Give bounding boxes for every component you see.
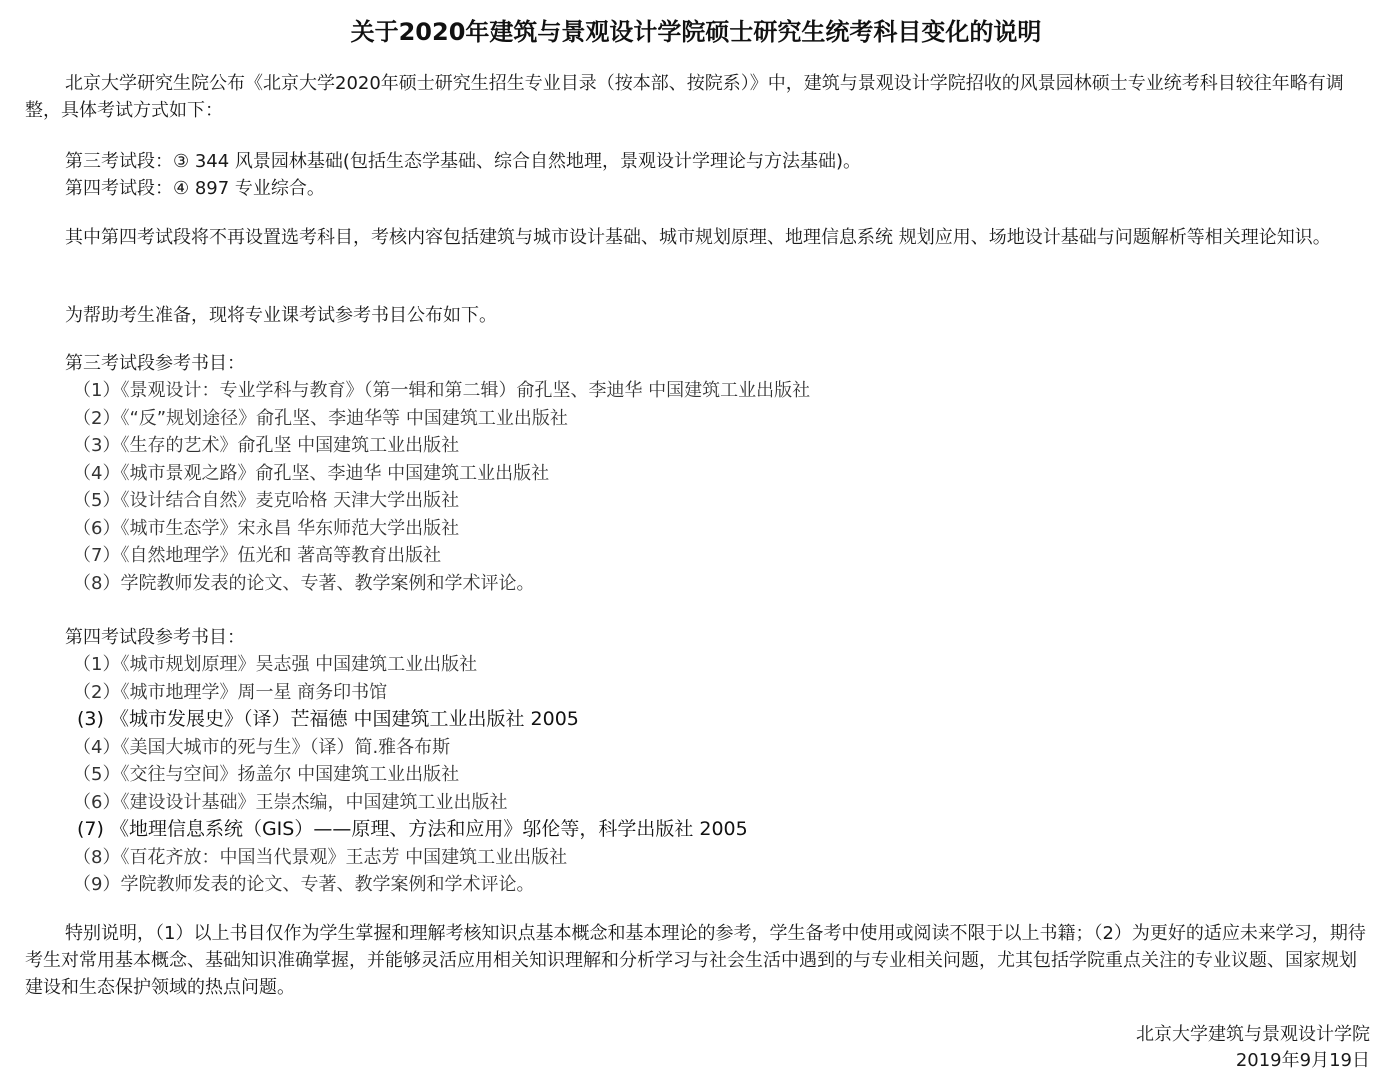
special-note-paragraph — [25, 920, 1367, 1001]
exam-section-3: 第三考试段：③ 344 风景园林基础(包括生态学基础、综合自然地理，景观设计学理论与方法基础)。 — [65, 151, 861, 172]
list-item: （9）学院教师发表的论文、专著、教学案例和学术评论。 — [73, 874, 535, 895]
section4-note-paragraph — [25, 224, 1367, 251]
section3-books-heading: 第三考试段参考书目： — [65, 353, 245, 374]
list-item: (7) 《地理信息系统（GIS）——原理、方法和应用》邬伦等，科学出版社 2005 — [77, 818, 748, 840]
prep-note-text: 为帮助考生准备，现将专业课考试参考书目公布如下。 — [65, 305, 497, 326]
signature-block — [1136, 1022, 1370, 1074]
list-item: （2）《城市地理学》周一星 商务印书馆 — [73, 681, 388, 703]
list-item: （3）《生存的艺术》俞孔坚 中国建筑工业出版社 — [73, 435, 460, 456]
exam-sections — [25, 148, 1367, 202]
list-item: （8）《百花齐放：中国当代景观》王志芳 中国建筑工业出版社 — [73, 846, 568, 868]
list-item: （7）《自然地理学》伍光和 著高等教育出版社 — [73, 545, 442, 566]
prep-note-paragraph — [25, 302, 1367, 329]
signature-date: 2019年9月19日 — [1235, 1050, 1370, 1071]
list-item: （6）《城市生态学》宋永昌 华东师范大学出版社 — [73, 517, 460, 539]
section3-books — [25, 350, 1367, 597]
section4-note-text: 其中第四考试段将不再设置选考科目，考核内容包括建筑与城市设计基础、城市规划原理、地理信息系统 规划应用、场地设计基础与问题解析等相关理论知识。 — [65, 227, 1331, 248]
intro-text: 北京大学研究生院公布《北京大学2020年硕士研究生招生专业目录（按本部、按院系）》中，建筑与景观设计学院招收的风景园林硕士专业统考科目较往年略有调整，具体考试方式如下： — [25, 73, 1344, 121]
list-item: （4）《城市景观之路》俞孔坚、李迪华 中国建筑工业出版社 — [73, 462, 550, 484]
list-item: （1）《城市规划原理》吴志强 中国建筑工业出版社 — [73, 654, 478, 675]
section4-books-heading: 第四考试段参考书目： — [65, 627, 245, 648]
list-item: （8）学院教师发表的论文、专著、教学案例和学术评论。 — [73, 572, 535, 594]
list-item: （6）《建设设计基础》王崇杰编，中国建筑工业出版社 — [73, 791, 508, 813]
special-note-text: 特别说明，（1）以上书目仅作为学生掌握和理解考核知识点基本概念和基本理论的参考，学生备考中使用或阅读不限于以上书籍；（2）为更好的适应未来学习，期待考生对常用基本概念、基础知识准确掌握，并能够灵活应用相关知识理解和分析学习与社会生活中遇到的与专业相关问题，尤其包括学院重点关注的专业议题、国家规划建设和生态保护领域的热点问题。 — [25, 923, 1366, 998]
exam-section-4: 第四考试段：④ 897 专业综合。 — [65, 178, 325, 199]
intro-paragraph — [25, 70, 1367, 124]
list-item: （5）《设计结合自然》麦克哈格 天津大学出版社 — [73, 490, 460, 511]
list-item: （2）《“反”规划途径》俞孔坚、李迪华等 中国建筑工业出版社 — [73, 407, 568, 429]
list-item: （4）《美国大城市的死与生》（译）简.雅各布斯 — [73, 736, 451, 758]
list-item: （5）《交往与空间》扬盖尔 中国建筑工业出版社 — [73, 764, 460, 785]
list-item: （1）《景观设计：专业学科与教育》（第一辑和第二辑）俞孔坚、李迪华 中国建筑工业出版社 — [73, 380, 811, 401]
signature-org: 北京大学建筑与景观设计学院 — [1136, 1024, 1370, 1045]
list-item: (3) 《城市发展史》（译）芒福德 中国建筑工业出版社 2005 — [77, 708, 579, 730]
section4-books — [25, 624, 1367, 899]
page-title: 关于2020年建筑与景观设计学院硕士研究生统考科目变化的说明 — [350, 18, 1042, 46]
